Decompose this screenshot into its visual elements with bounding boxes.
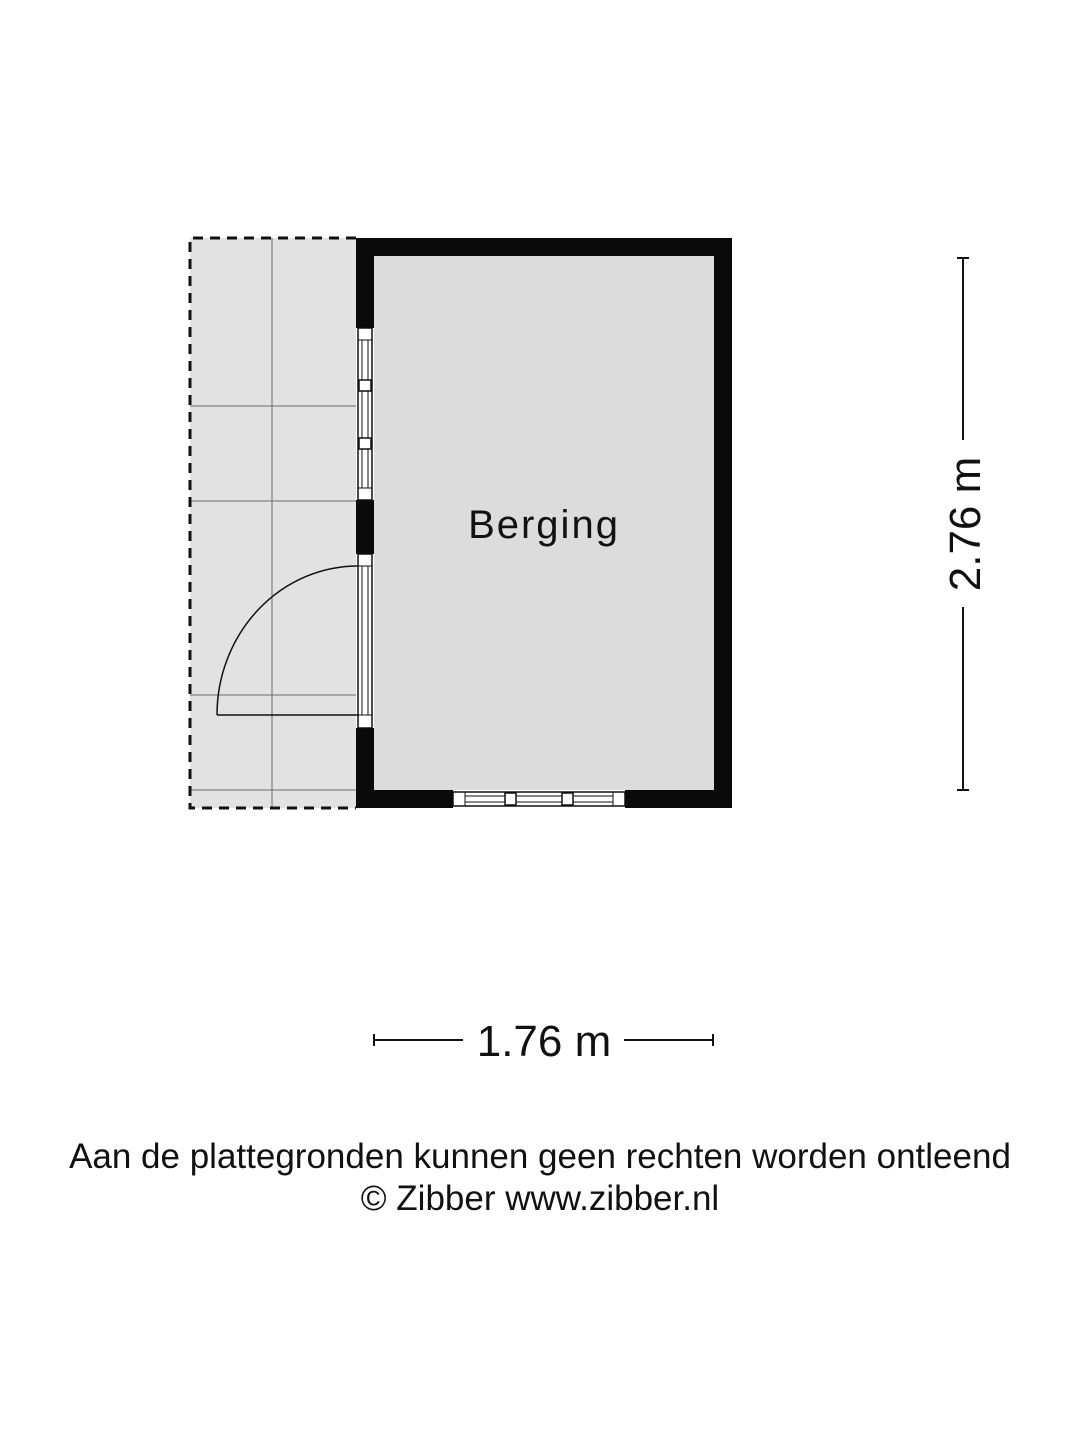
terrace-fill	[190, 238, 356, 808]
wall-left-lower	[356, 728, 374, 808]
wall-top	[356, 238, 732, 256]
wall-right	[714, 238, 732, 808]
terrace-area	[190, 238, 356, 808]
window-bottom-wall	[453, 792, 625, 806]
wall-left-middle	[356, 500, 374, 554]
window-left-wall	[358, 328, 372, 500]
wall-bottom-right	[625, 790, 732, 808]
height-dimension-label: 2.76 m	[941, 456, 990, 592]
wall-left-upper	[356, 238, 374, 328]
copyright-text: © Zibber www.zibber.nl	[360, 1179, 720, 1218]
room-label: Berging	[468, 503, 620, 547]
width-dimension-label: 1.76 m	[476, 1017, 612, 1066]
disclaimer-text: Aan de plattegronden kunnen geen rechten worden ontleend	[69, 1137, 1011, 1176]
